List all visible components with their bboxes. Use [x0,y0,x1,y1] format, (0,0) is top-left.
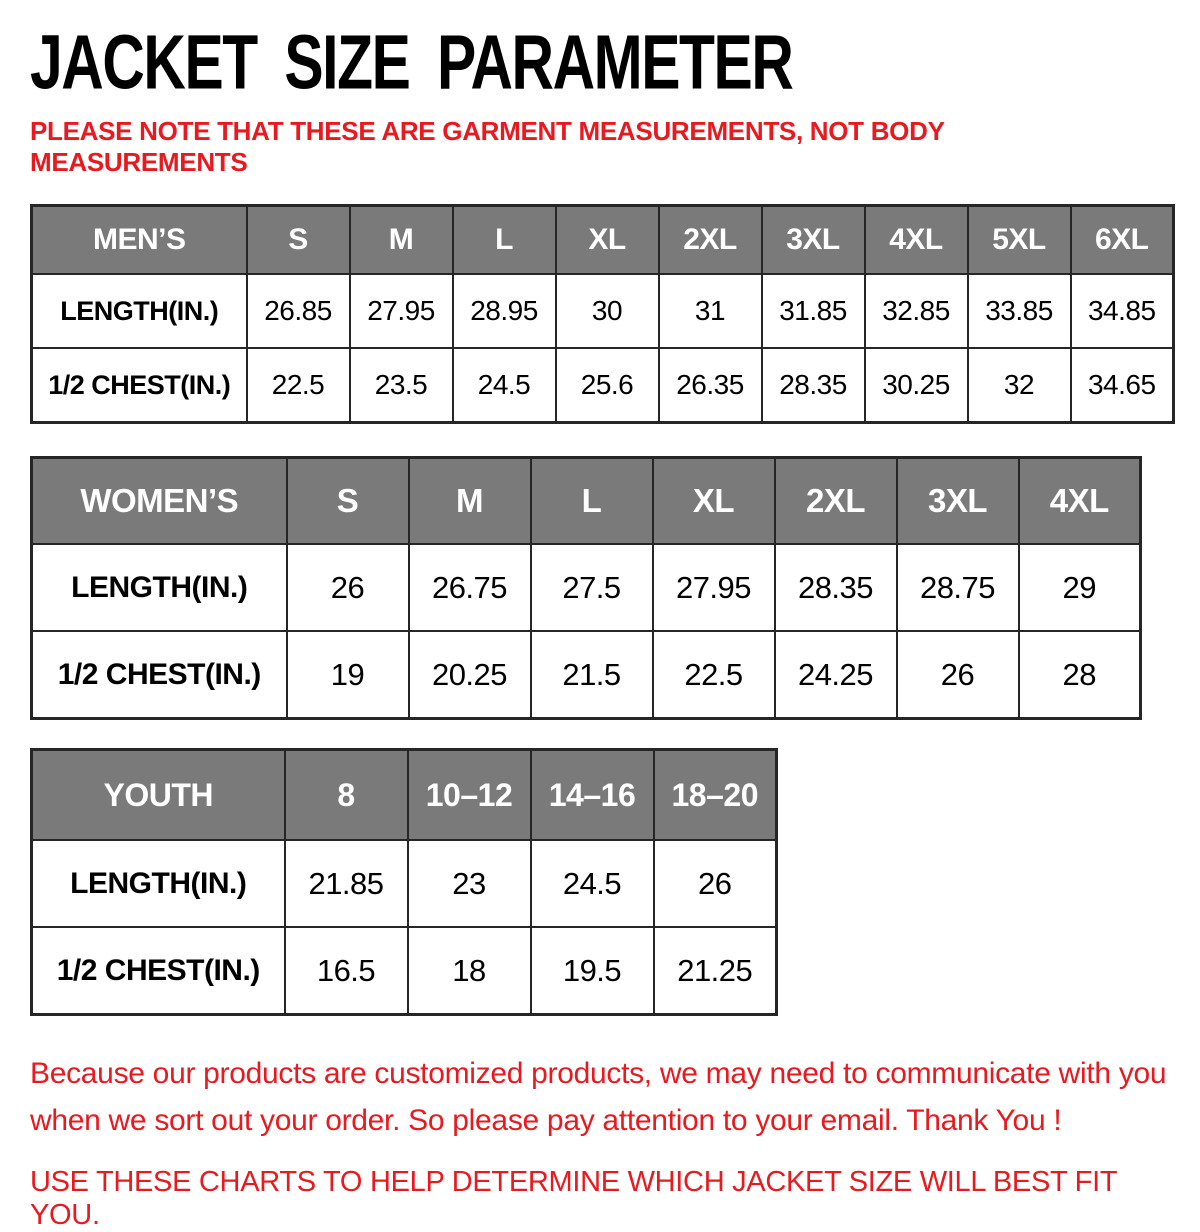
mens-length-row [32,274,1174,348]
customization-notice-line-1: Because our products are customized products, we may need to communicate with you [30,1057,1167,1090]
size-value-cell: 21.5 [531,631,653,719]
size-value-cell: 33.85 [968,274,1071,348]
size-value-cell: 28.95 [453,274,556,348]
size-header-cell: 6XL [1071,206,1174,275]
row-label-cell: LENGTH(IN.) [32,544,287,631]
size-value-cell: 32.85 [865,274,968,348]
size-value-cell: 24.5 [531,840,654,927]
row-label-cell: 1/2 CHEST(IN.) [32,927,285,1015]
size-value-cell: 22.5 [653,631,775,719]
size-header-cell: 4XL [1019,458,1141,545]
mens-category-header: MEN’S [32,206,247,275]
size-value-cell: 31.85 [762,274,865,348]
mens-size-table [30,204,1175,424]
note-line-2: MEASUREMENTS [30,147,248,177]
size-header-cell: L [531,458,653,545]
garment-measurement-note [30,116,1172,178]
size-value-cell: 26.35 [659,348,762,423]
size-value-cell: 22.5 [247,348,350,423]
size-value-cell: 26.85 [247,274,350,348]
size-value-cell: 27.95 [350,274,453,348]
size-value-cell: 31 [659,274,762,348]
womens-length-row [32,544,1141,631]
row-label-cell: LENGTH(IN.) [32,274,247,348]
size-header-cell: 4XL [865,206,968,275]
page-title: JACKET SIZE PARAMETER [30,18,793,106]
customization-notice-line-2: when we sort out your order. So please pay attention to your email. Thank You ! [30,1104,1062,1137]
size-value-cell: 26.75 [409,544,531,631]
size-value-cell: 23 [408,840,531,927]
size-header-cell: 10–12 [408,750,531,841]
size-value-cell: 26 [287,544,409,631]
youth-chest-row [32,927,777,1015]
size-value-cell: 19 [287,631,409,719]
size-header-cell: 2XL [659,206,762,275]
size-value-cell: 24.25 [775,631,897,719]
size-header-cell: 14–16 [531,750,654,841]
size-header-cell: XL [556,206,659,275]
row-label-cell: 1/2 CHEST(IN.) [32,631,287,719]
size-value-cell: 26 [897,631,1019,719]
size-value-cell: 19.5 [531,927,654,1015]
youth-category-header: YOUTH [32,750,285,841]
mens-chest-row [32,348,1174,423]
size-value-cell: 30 [556,274,659,348]
size-header-cell: M [409,458,531,545]
size-header-cell: 2XL [775,458,897,545]
size-value-cell: 16.5 [285,927,408,1015]
size-value-cell: 34.65 [1071,348,1174,423]
size-value-cell: 34.85 [1071,274,1174,348]
row-label-cell: 1/2 CHEST(IN.) [32,348,247,423]
size-value-cell: 30.25 [865,348,968,423]
row-label-cell: LENGTH(IN.) [32,840,285,927]
size-header-cell: 18–20 [654,750,777,841]
size-header-cell: S [247,206,350,275]
womens-category-header: WOMEN’S [32,458,287,545]
youth-size-table [30,748,778,1016]
size-header-cell: 3XL [762,206,865,275]
womens-header-row [32,458,1141,545]
size-value-cell: 21.85 [285,840,408,927]
youth-header-row [32,750,777,841]
size-value-cell: 32 [968,348,1071,423]
size-header-cell: 5XL [968,206,1071,275]
size-value-cell: 25.6 [556,348,659,423]
mens-header-row [32,206,1174,275]
size-value-cell: 27.95 [653,544,775,631]
size-value-cell: 21.25 [654,927,777,1015]
size-value-cell: 24.5 [453,348,556,423]
size-header-cell: 8 [285,750,408,841]
size-header-cell: S [287,458,409,545]
size-header-cell: XL [653,458,775,545]
womens-chest-row [32,631,1141,719]
size-header-cell: L [453,206,556,275]
size-value-cell: 28.35 [775,544,897,631]
size-value-cell: 26 [654,840,777,927]
size-value-cell: 20.25 [409,631,531,719]
size-value-cell: 18 [408,927,531,1015]
note-line-1: PLEASE NOTE THAT THESE ARE GARMENT MEASUREMENTS, NOT BODY [30,116,945,146]
customization-notice [30,1050,1172,1144]
size-value-cell: 28.75 [897,544,1019,631]
size-value-cell: 23.5 [350,348,453,423]
size-header-cell: 3XL [897,458,1019,545]
size-value-cell: 29 [1019,544,1141,631]
chart-usage-hint: USE THESE CHARTS TO HELP DETERMINE WHICH JACKET SIZE WILL BEST FIT YOU. [30,1166,1117,1231]
size-value-cell: 28 [1019,631,1141,719]
womens-size-table [30,456,1142,720]
youth-length-row [32,840,777,927]
size-value-cell: 27.5 [531,544,653,631]
size-header-cell: M [350,206,453,275]
size-value-cell: 28.35 [762,348,865,423]
